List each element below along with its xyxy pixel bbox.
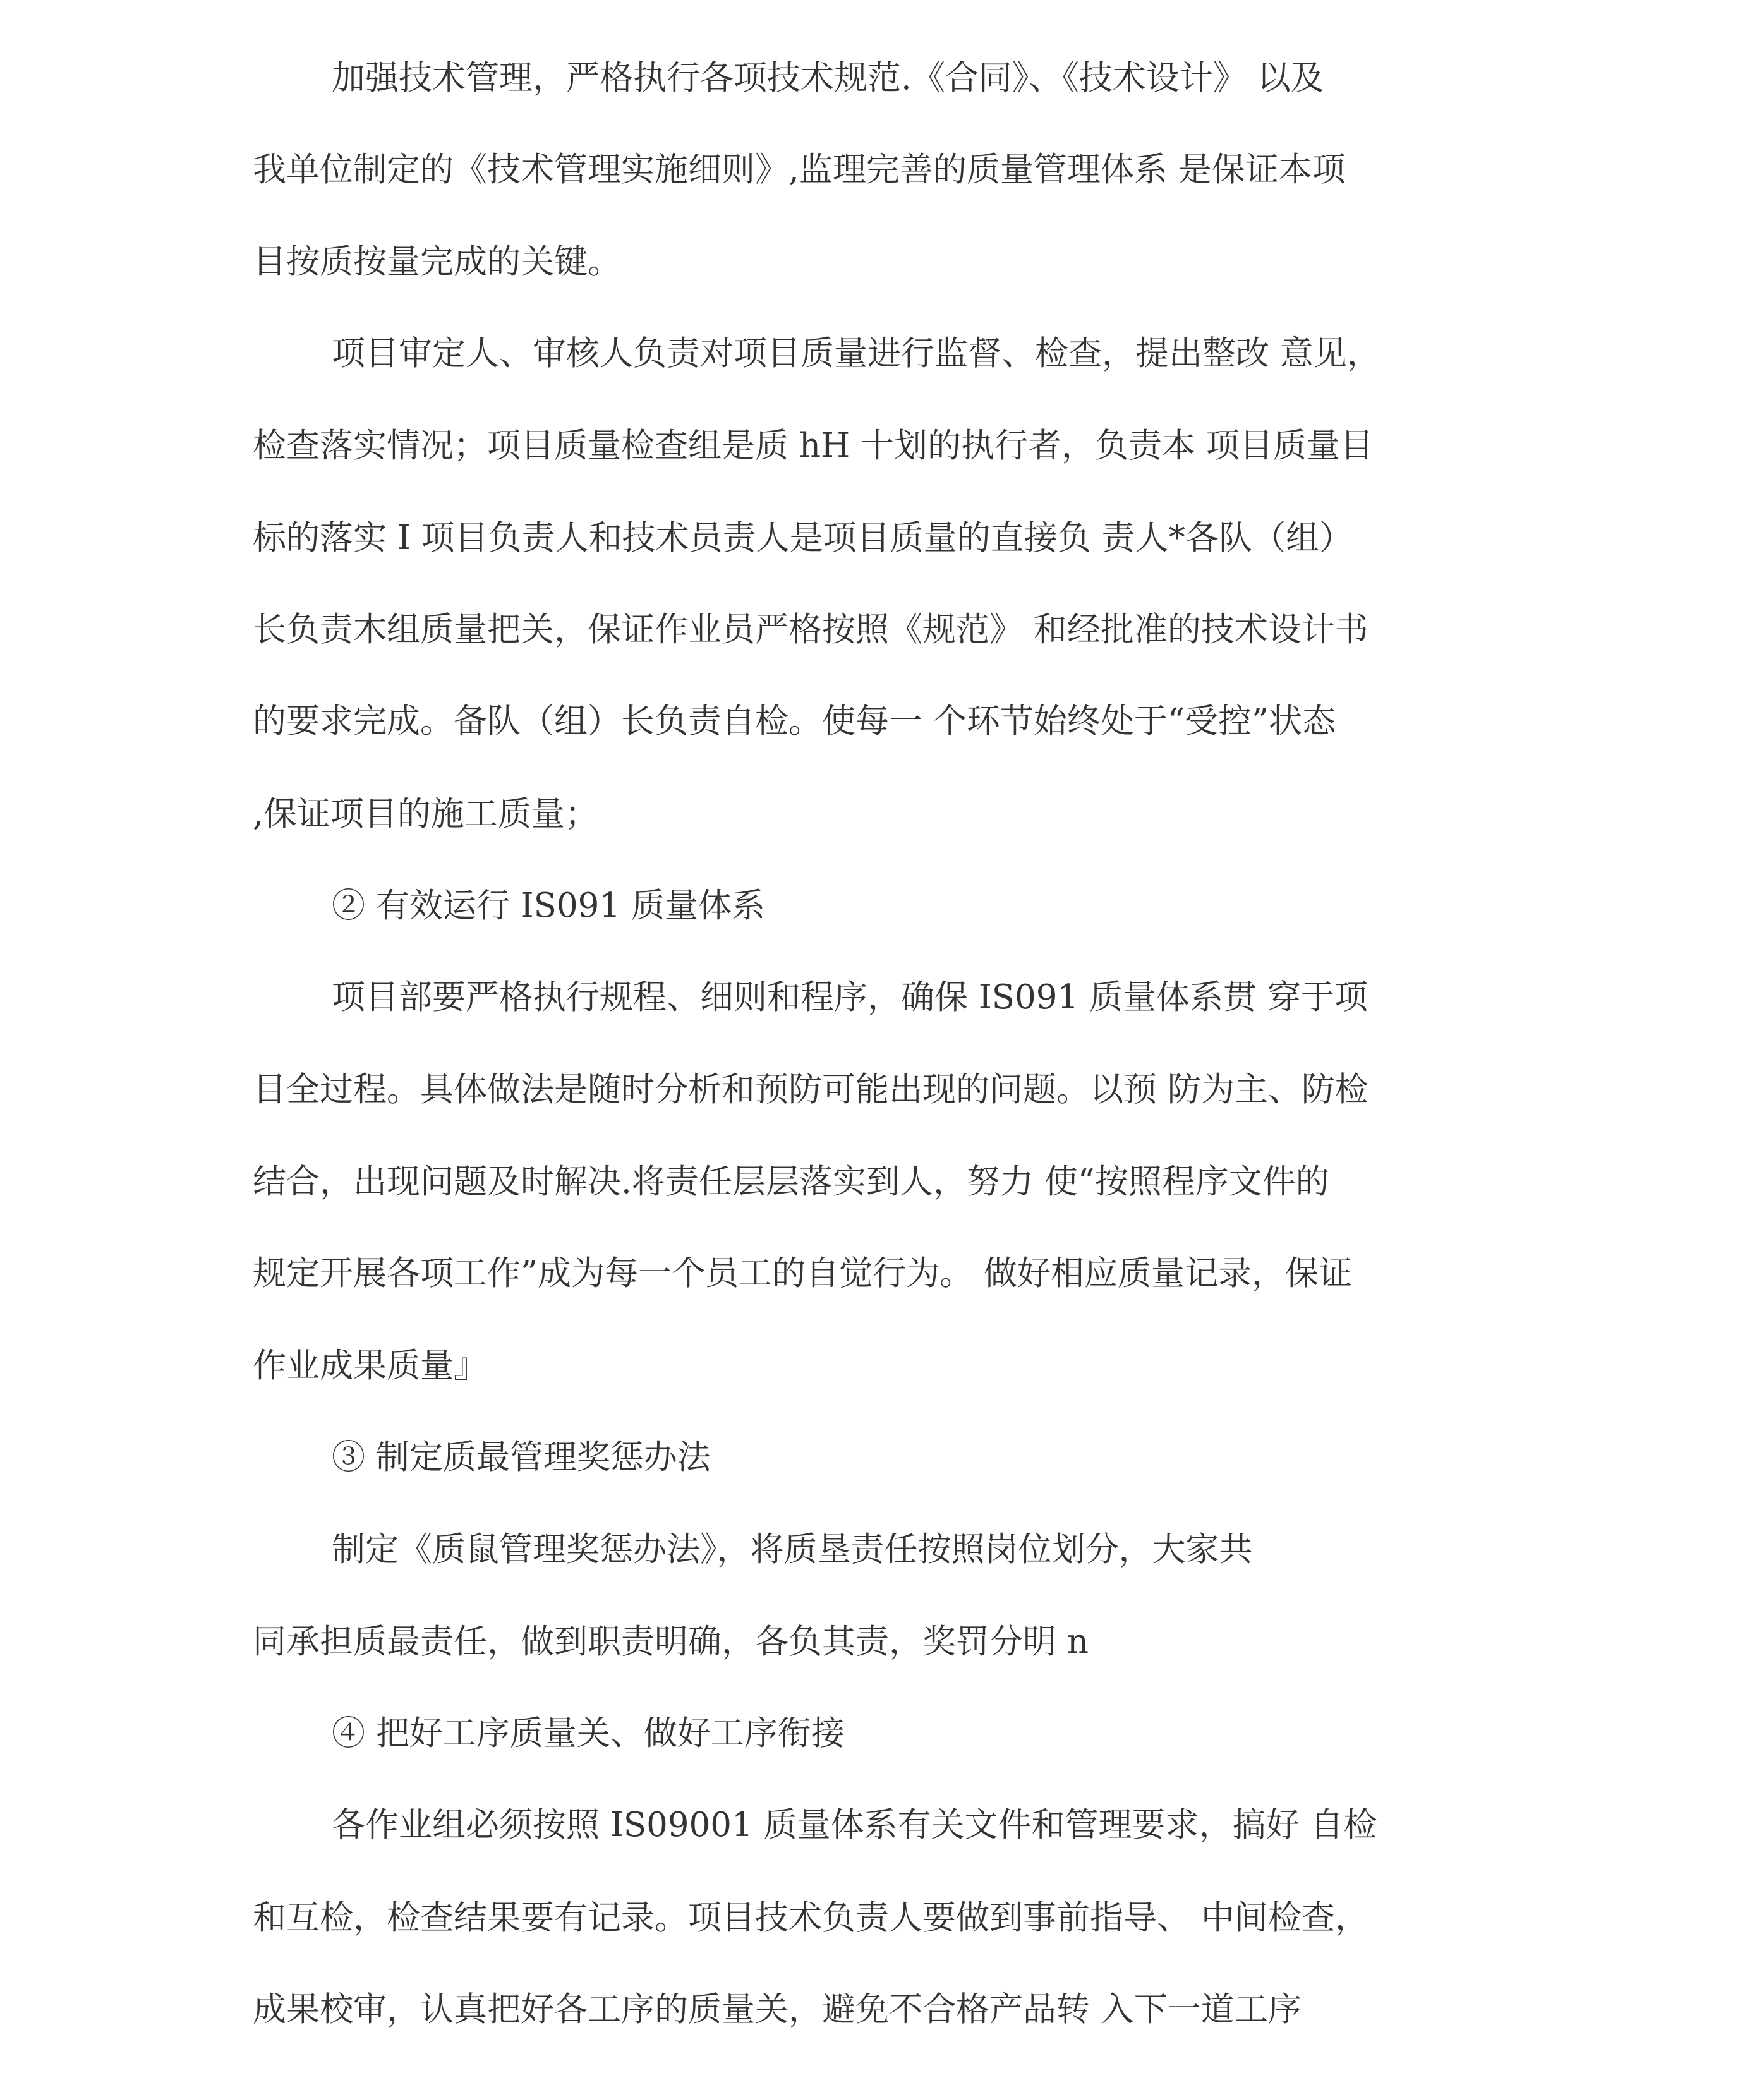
section-heading: ② 有效运行 IS091 质量体系 <box>332 886 765 925</box>
paragraph-line: 长负责木组质量把关，保证作业员严格按照《规范》 和经批准的技术设计书 <box>253 610 1368 649</box>
section-heading: ③ 制定质最管理奖惩办法 <box>332 1438 711 1477</box>
paragraph-line: 成果校审，认真把好各工序的质量关，避免不合格产品转 入下一道工序 <box>253 1990 1302 2029</box>
paragraph-line: 各作业组必须按照 IS09001 质量体系有关文件和管理要求，搞好 自检 <box>332 1806 1377 1844</box>
paragraph-line: 项目审定人、审核人负责对项目质量进行监督、检查，提出整改 意见， <box>332 334 1380 373</box>
paragraph-line: 同承担质最责任，做到职责明确，各负其责，奖罚分明 n <box>253 1623 1089 1661</box>
paragraph-line: 我单位制定的《技术管理实施细则》,监理完善的质量管理体系 是保证本项 <box>253 150 1346 189</box>
paragraph-line: 加强技术管理，严格执行各项技术规范.《合同》、《技术设计》 以及 <box>332 59 1324 97</box>
paragraph-line: 标的落实 I 项目负责人和技术员责人是项目质量的直接负 责人*各队（组） <box>253 519 1353 557</box>
paragraph-line: 目按质按量完成的关键。 <box>253 243 621 281</box>
paragraph-line: 项目部要严格执行规程、细则和程序，确保 IS091 质量体系贯 穿于项 <box>332 978 1368 1017</box>
section-heading: ④ 把好工序质量关、做好工序衔接 <box>332 1714 845 1753</box>
paragraph-line: 检查落实情况；项目质量检查组是质 hH 十划的执行者，负责本 项目质量目 <box>253 426 1374 465</box>
paragraph-line: 的要求完成。备队（组）长负责自检。使每一 个环节始终处于“受控”状态 <box>253 702 1336 740</box>
paragraph-line: 目全过程。具体做法是随时分析和预防可能出现的问题。以预 防为主、防检 <box>253 1070 1368 1109</box>
paragraph-line: ,保证项目的施工质量； <box>253 795 598 833</box>
paragraph-line: 规定开展各项工作”成为每一个员工的自觉行为。 做好相应质量记录，保证 <box>253 1254 1352 1293</box>
paragraph-line: 结合，出现问题及时解决.将责任层层落实到人，努力 使“按照程序文件的 <box>253 1163 1329 1201</box>
paragraph-line: 制定《质鼠管理奖惩办法》，将质垦责任按照岗位划分，大家共 <box>332 1530 1253 1569</box>
paragraph-line: 作业成果质量』 <box>253 1346 487 1385</box>
paragraph-line: 和互检，检查结果要有记录。项目技术负责人要做到事前指导、 中间检查， <box>253 1899 1368 1937</box>
